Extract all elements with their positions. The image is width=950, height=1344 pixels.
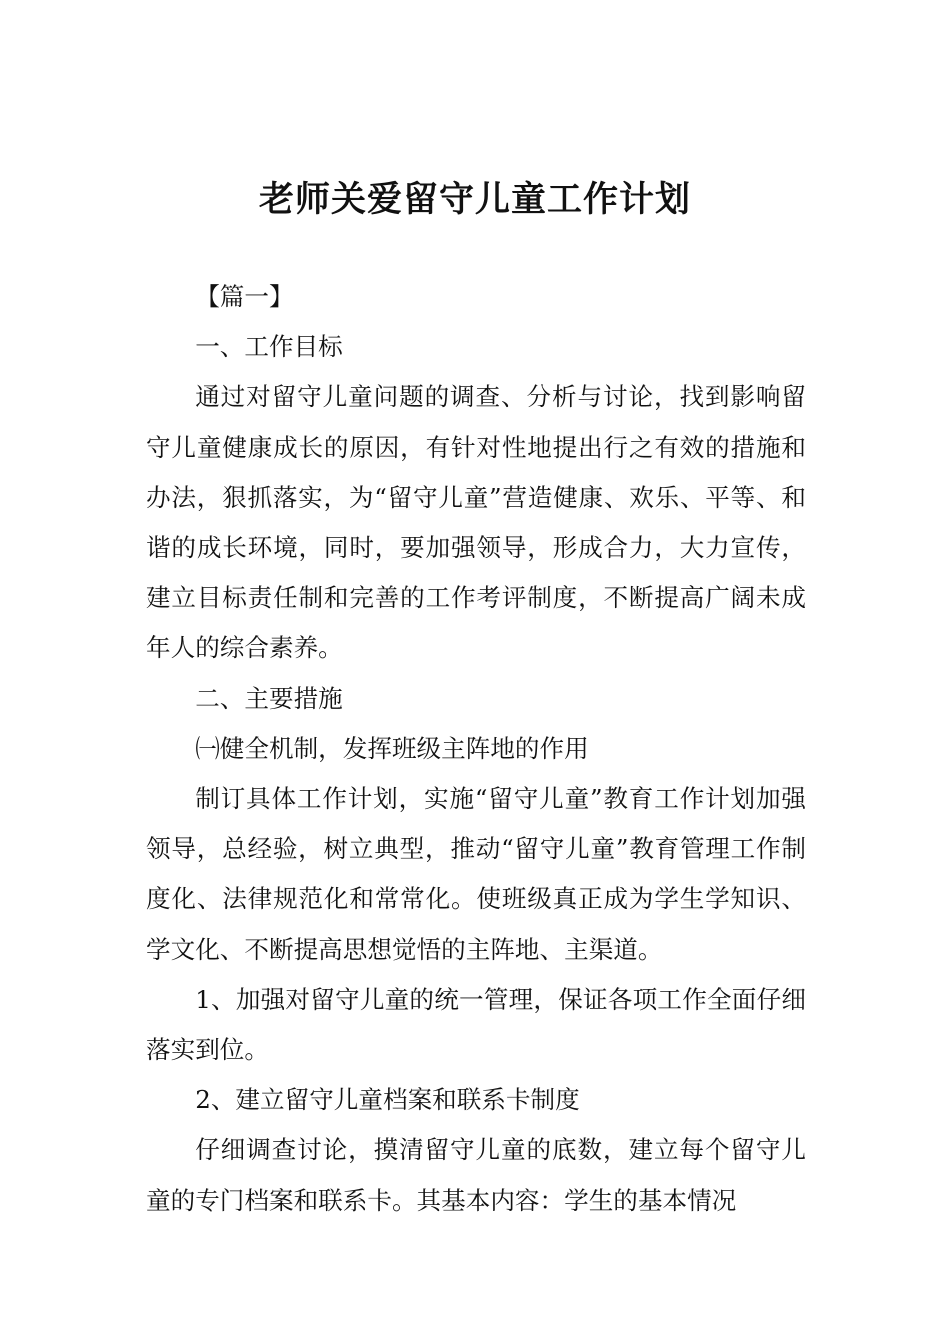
heading-main-measures: 二、主要措施 xyxy=(195,683,343,713)
paragraph-archives: 仔细调查讨论，摸清留守儿童的底数，建立每个留守儿童的专门档案和联系卡。其基本内容：学生的基本情况 xyxy=(146,1135,806,1215)
paragraph-goals: 通过对留守儿童问题的调查、分析与讨论，找到影响留守儿童健康成长的原因，有针对性地提出行之有效的措施和办法，狠抓落实，为“留守儿童”营造健康、欢乐、平等、和谐的成长环境，同时，要加强领导，形成合力，大力宣传，建立目标责任制和完善的工作考评制度，不断提高广阔未成年人的综合素养。 xyxy=(146,382,806,663)
list-item-2: 2、建立留守儿童档案和联系卡制度 xyxy=(195,1085,580,1115)
document-body xyxy=(146,272,806,1226)
subheading-mechanism: ㈠健全机制，发挥班级主阵地的作用 xyxy=(195,733,589,763)
section-heading-part-one: 【篇一】 xyxy=(195,282,294,311)
heading-work-goals: 一、工作目标 xyxy=(195,332,343,362)
paragraph-work-plan: 制订具体工作计划，实施“留守儿童”教育工作计划加强领导，总经验，树立典型，推动“留守儿童”教育管理工作制度化、法律规范化和常常化。使班级真正成为学生学知识、学文化、不断提高思想觉悟的主阵地、主渠道。 xyxy=(146,784,806,964)
document-title: 老师关爱留守儿童工作计划 xyxy=(258,180,691,220)
list-item-1: 1、加强对留守儿童的统一管理，保证各项工作全面仔细落实到位。 xyxy=(146,984,806,1065)
